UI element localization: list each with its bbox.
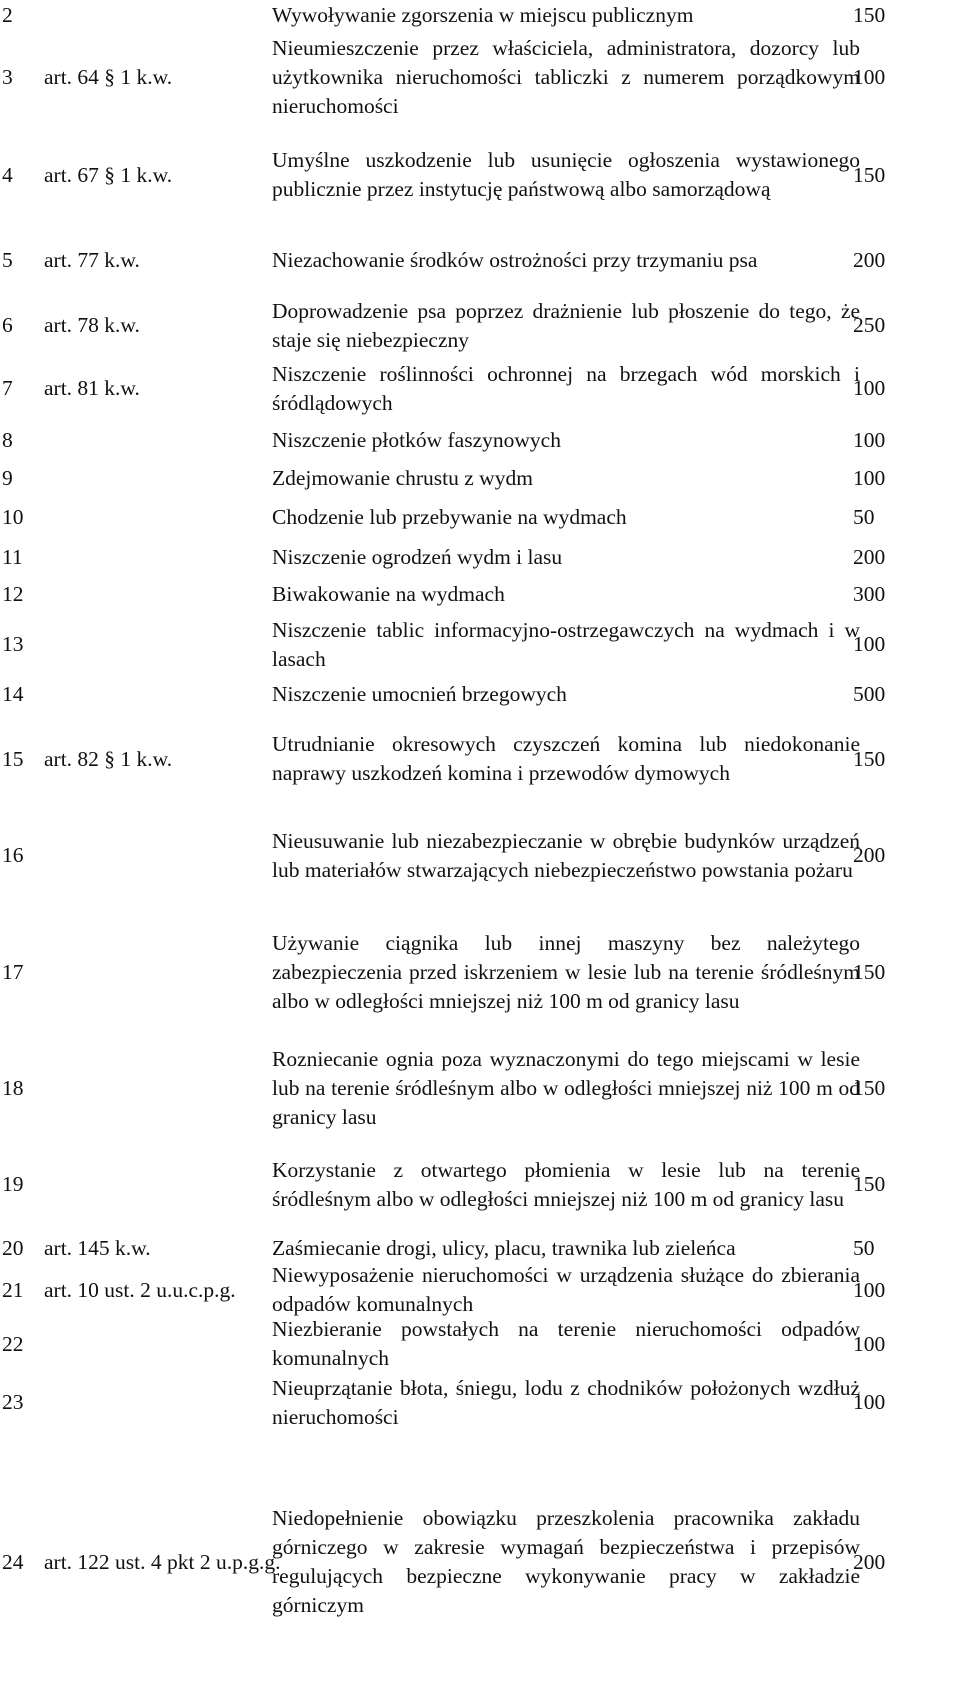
table-row [0, 538, 960, 576]
fine-amount-text: 100 [853, 428, 886, 452]
table-row [0, 1316, 960, 1372]
table-row [0, 31, 960, 124]
fine-amount-text: 150 [853, 162, 886, 187]
row-number [2, 1264, 42, 1316]
fine-amount-text: 200 [853, 248, 886, 272]
row-number [2, 31, 42, 124]
legal-basis [44, 538, 282, 576]
offense-description-text: Zaśmiecanie drogi, ulicy, placu, trawnika lub zieleńca [272, 1235, 736, 1260]
legal-basis [44, 421, 282, 460]
table-row [0, 1137, 960, 1232]
legal-basis [44, 0, 282, 31]
row-number-text: 15 [2, 746, 24, 771]
offense-description [272, 1372, 860, 1433]
legal-basis-text: art. 77 k.w. [44, 248, 140, 272]
fine-amount-text: 100 [853, 466, 886, 490]
offense-description [272, 460, 860, 497]
row-number [2, 905, 42, 1040]
offense-description [272, 712, 860, 806]
row-number-text: 20 [2, 1235, 24, 1260]
offense-description-text: Niezbieranie powstałych na terenie nieruchomości odpadów komunalnych [272, 1317, 860, 1370]
fine-amount [853, 538, 960, 576]
table-row [0, 124, 960, 226]
fine-amount-text: 500 [853, 681, 886, 706]
legal-basis [44, 124, 282, 226]
row-number-text: 10 [2, 505, 24, 529]
row-number [2, 1137, 42, 1232]
fine-amount [853, 1232, 960, 1264]
row-number-text: 11 [2, 544, 23, 569]
row-number-text: 17 [2, 960, 24, 984]
offense-description [272, 295, 860, 356]
offense-description [272, 538, 860, 576]
offense-description [272, 31, 860, 124]
fine-amount-text: 100 [853, 1277, 886, 1302]
row-number [2, 712, 42, 806]
row-number [2, 538, 42, 576]
legal-basis [44, 226, 282, 295]
legal-basis-text: art. 64 § 1 k.w. [44, 65, 173, 89]
row-number-text: 3 [2, 65, 13, 89]
fine-amount [853, 1433, 960, 1691]
fine-amount-text: 100 [853, 376, 886, 400]
offense-description [272, 806, 860, 905]
legal-basis [44, 905, 282, 1040]
offense-description-text: Niedopełnienie obowiązku przeszkolenia pracownika zakładu górniczego w zakresie wymagań bezpieczeństwa i przepisów regulujących bezpieczne wykonywanie pracy w zakładzie górniczym [272, 1506, 860, 1617]
table-row [0, 295, 960, 356]
offense-description-text: Nieusuwanie lub niezabezpieczanie w obrębie budynków urządzeń lub materiałów stwarzających niebezpieczeństwo powstania pożaru [272, 828, 860, 882]
offense-description-text: Zdejmowanie chrustu z wydm [272, 466, 533, 490]
fine-amount [853, 460, 960, 497]
legal-basis [44, 676, 282, 712]
legal-basis-text: art. 81 k.w. [44, 376, 140, 400]
offense-description-text: Nieumieszczenie przez właściciela, administratora, dozorcy lub użytkownika nieruchomości tabliczki z numerem porządkowym nieruchomości [272, 36, 860, 118]
fine-amount [853, 497, 960, 538]
fine-amount [853, 356, 960, 421]
offense-description-text: Wywoływanie zgorszenia w miejscu publicznym [272, 3, 694, 27]
table-row [0, 905, 960, 1040]
offense-description [272, 1040, 860, 1137]
offense-description-text: Rozniecanie ognia poza wyznaczonymi do tego miejscami w lesie lub na terenie śródleśnym albo w odległości mniejszej niż 100 m od granicy lasu [272, 1047, 860, 1129]
offense-description [272, 1232, 860, 1264]
fine-amount [853, 1040, 960, 1137]
row-number [2, 0, 42, 31]
legal-basis [44, 1040, 282, 1137]
table-row [0, 356, 960, 421]
row-number [2, 226, 42, 295]
fine-amount-text: 50 [853, 505, 875, 529]
row-number [2, 1232, 42, 1264]
fine-amount-text: 250 [853, 313, 886, 337]
offense-description [272, 905, 860, 1040]
fine-amount-text: 150 [853, 3, 886, 27]
row-number-text: 18 [2, 1076, 24, 1100]
row-number-text: 23 [2, 1390, 24, 1414]
row-number [2, 576, 42, 613]
table-row [0, 676, 960, 712]
table-row [0, 421, 960, 460]
table-row [0, 1372, 960, 1433]
fine-amount [853, 905, 960, 1040]
row-number [2, 497, 42, 538]
fine-amount-text: 100 [853, 1390, 886, 1414]
fine-amount-text: 100 [853, 632, 886, 656]
fine-amount-text: 100 [853, 1331, 886, 1356]
row-number-text: 21 [2, 1277, 24, 1302]
row-number [2, 1372, 42, 1433]
fine-amount [853, 613, 960, 676]
legal-basis-text: art. 67 § 1 k.w. [44, 162, 173, 187]
offense-description [272, 124, 860, 226]
table-row [0, 1040, 960, 1137]
row-number [2, 1040, 42, 1137]
table-row [0, 460, 960, 497]
legal-basis [44, 356, 282, 421]
table-row [0, 1232, 960, 1264]
legal-basis-text: art. 122 ust. 4 pkt 2 u.p.g.g. [44, 1549, 281, 1574]
legal-basis-text: art. 145 k.w. [44, 1235, 151, 1260]
row-number-text: 19 [2, 1172, 24, 1196]
fine-amount [853, 676, 960, 712]
row-number-text: 16 [2, 843, 24, 867]
fine-amount-text: 150 [853, 746, 886, 771]
legal-basis [44, 497, 282, 538]
row-number-text: 14 [2, 681, 24, 706]
row-number-text: 12 [2, 582, 24, 606]
row-number [2, 613, 42, 676]
offense-description [272, 421, 860, 460]
fine-amount-text: 300 [853, 582, 886, 606]
offense-description-text: Niezachowanie środków ostrożności przy trzymaniu psa [272, 248, 758, 272]
legal-basis [44, 1433, 282, 1691]
fine-amount-text: 50 [853, 1235, 875, 1260]
row-number [2, 295, 42, 356]
fine-amount [853, 806, 960, 905]
table-row [0, 1264, 960, 1316]
table-row [0, 806, 960, 905]
offense-description-text: Chodzenie lub przebywanie na wydmach [272, 505, 627, 529]
offense-description [272, 613, 860, 676]
fine-amount [853, 31, 960, 124]
row-number-text: 6 [2, 313, 13, 337]
offense-description [272, 576, 860, 613]
offense-description [272, 1264, 860, 1316]
row-number [2, 124, 42, 226]
offense-description-text: Niszczenie ogrodzeń wydm i lasu [272, 544, 563, 569]
legal-basis [44, 1264, 282, 1316]
legal-basis [44, 295, 282, 356]
legal-basis [44, 712, 282, 806]
row-number-text: 24 [2, 1549, 24, 1574]
offense-description [272, 497, 860, 538]
table-row [0, 226, 960, 295]
offense-description [272, 676, 860, 712]
fine-amount-text: 200 [853, 843, 886, 867]
row-number-text: 9 [2, 466, 13, 490]
fine-amount [853, 576, 960, 613]
row-number-text: 5 [2, 248, 13, 272]
offense-description-text: Niszczenie roślinności ochronnej na brzegach wód morskich i śródlądowych [272, 361, 860, 415]
row-number [2, 676, 42, 712]
row-number [2, 356, 42, 421]
fine-amount [853, 124, 960, 226]
row-number-text: 2 [2, 3, 13, 27]
offense-description-text: Nieuprzątanie błota, śniegu, lodu z chodników położonych wzdłuż nieruchomości [272, 1375, 860, 1429]
fine-amount-text: 150 [853, 1172, 886, 1196]
offense-description-text: Niszczenie tablic informacyjno-ostrzegawczych na wydmach i w lasach [272, 617, 860, 671]
legal-basis [44, 1372, 282, 1433]
legal-basis-text: art. 82 § 1 k.w. [44, 746, 173, 771]
fine-amount-text: 150 [853, 960, 886, 984]
offense-description-text: Niewyposażenie nieruchomości w urządzenia służące do zbierania odpadów komunalnych [272, 1263, 860, 1316]
offense-description [272, 1316, 860, 1372]
table-row [0, 1433, 960, 1691]
offense-description [272, 226, 860, 295]
row-number [2, 1316, 42, 1372]
legal-basis [44, 31, 282, 124]
legal-basis-text: art. 78 k.w. [44, 313, 140, 337]
offense-description [272, 1137, 860, 1232]
fine-amount-text: 200 [853, 544, 886, 569]
fine-amount [853, 712, 960, 806]
legal-basis-text: art. 10 ust. 2 u.u.c.p.g. [44, 1277, 236, 1302]
fine-amount [853, 295, 960, 356]
fine-amount [853, 1264, 960, 1316]
row-number-text: 7 [2, 376, 13, 400]
legal-basis [44, 1137, 282, 1232]
legal-basis [44, 1316, 282, 1372]
row-number [2, 460, 42, 497]
offense-description [272, 0, 860, 31]
legal-basis [44, 576, 282, 613]
row-number-text: 8 [2, 428, 13, 452]
table-row [0, 0, 960, 31]
offense-description-text: Doprowadzenie psa poprzez drażnienie lub płoszenie do tego, że staje się niebezpieczny [272, 298, 860, 352]
offense-description [272, 1433, 860, 1691]
offense-description [272, 356, 860, 421]
offense-description-text: Niszczenie płotków faszynowych [272, 428, 561, 452]
fine-amount [853, 0, 960, 31]
fine-amount [853, 1137, 960, 1232]
fine-amount [853, 1316, 960, 1372]
legal-basis [44, 460, 282, 497]
offense-description-text: Utrudnianie okresowych czyszczeń komina lub niedokonanie naprawy uszkodzeń komina i przewodów dymowych [272, 732, 860, 785]
fine-amount-text: 200 [853, 1549, 886, 1574]
table-row [0, 613, 960, 676]
offense-description-text: Korzystanie z otwartego płomienia w lesie lub na terenie śródleśnym albo w odległości mniejszej niż 100 m od granicy lasu [272, 1157, 860, 1211]
row-number [2, 806, 42, 905]
fine-amount-text: 100 [853, 65, 886, 89]
table-row [0, 712, 960, 806]
legal-basis [44, 1232, 282, 1264]
table-row [0, 576, 960, 613]
fine-amount-text: 150 [853, 1076, 886, 1100]
table-row [0, 497, 960, 538]
offense-description-text: Biwakowanie na wydmach [272, 582, 505, 606]
offense-description-text: Niszczenie umocnień brzegowych [272, 681, 567, 706]
fine-amount [853, 226, 960, 295]
fine-amount [853, 1372, 960, 1433]
legal-basis [44, 613, 282, 676]
row-number [2, 1433, 42, 1691]
offense-description-text: Umyślne uszkodzenie lub usunięcie ogłoszenia wystawionego publicznie przez instytucję państwową albo samorządową [272, 148, 860, 201]
row-number-text: 13 [2, 632, 24, 656]
row-number-text: 4 [2, 162, 13, 187]
offense-description-text: Używanie ciągnika lub innej maszyny bez należytego zabezpieczenia przed iskrzeniem w lesie lub na terenie śródleśnym albo w odległości mniejszej niż 100 m od granicy lasu [272, 931, 860, 1013]
row-number-text: 22 [2, 1331, 24, 1356]
legal-basis [44, 806, 282, 905]
row-number [2, 421, 42, 460]
fine-amount [853, 421, 960, 460]
